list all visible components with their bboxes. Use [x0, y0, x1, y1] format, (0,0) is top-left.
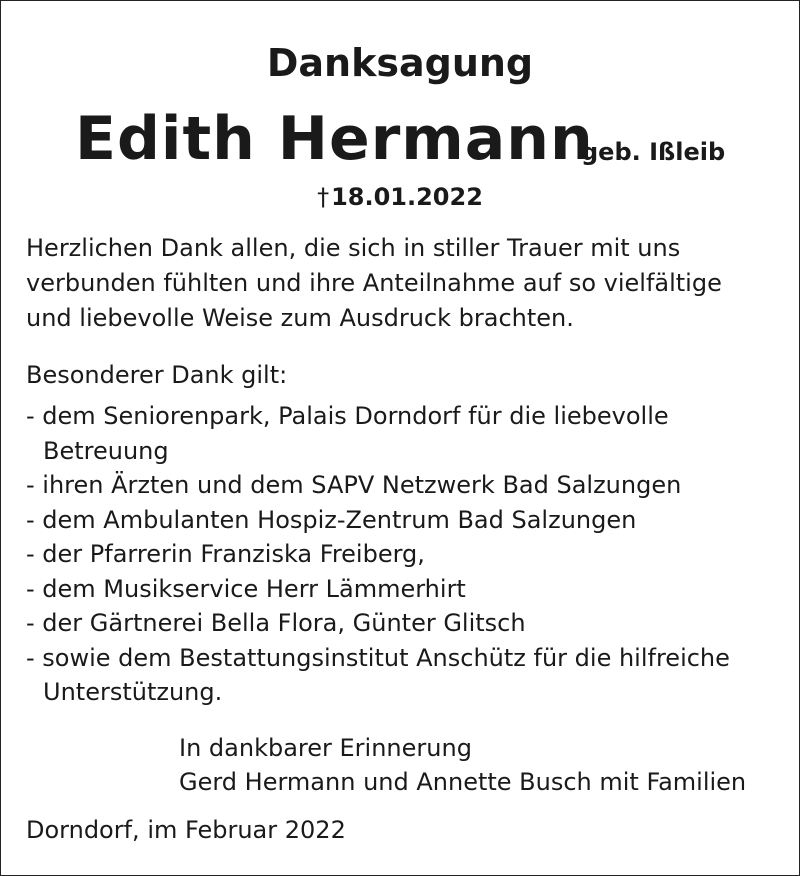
signatories: Gerd Hermann und Annette Busch mit Familien: [179, 768, 747, 796]
list-item: - der Gärtnerei Bella Flora, Günter Glitsch: [26, 609, 526, 637]
death-date: 18.01.2022: [331, 183, 483, 211]
thanks-list: [26, 399, 730, 710]
intro-line: verbunden fühlten und ihre Anteilnahme auf so vielfältige: [26, 269, 722, 297]
place-date: Dorndorf, im Februar 2022: [26, 816, 346, 844]
intro-line: und liebevolle Weise zum Ausdruck brachten.: [26, 304, 574, 332]
list-item: - dem Seniorenpark, Palais Dorndorf für die liebevolle: [26, 402, 669, 430]
special-thanks-label: Besonderer Dank gilt:: [26, 361, 288, 389]
list-item: - ihren Ärzten und dem SAPV Netzwerk Bad Salzungen: [26, 471, 682, 499]
cross-icon: †: [317, 183, 330, 211]
list-item-continuation: Betreuung: [43, 436, 169, 465]
closing-signature: [179, 731, 746, 799]
closing-line: In dankbarer Erinnerung: [179, 734, 472, 762]
list-item: - der Pfarrerin Franziska Freiberg,: [26, 540, 425, 568]
maiden-name: geb. Ißleib: [581, 138, 726, 166]
intro-line: Herzlichen Dank allen, die sich in stiller Trauer mit uns: [26, 234, 681, 262]
deceased-name: Edith Hermann: [75, 104, 594, 174]
list-item: - sowie dem Bestattungsinstitut Anschütz für die hilfreiche: [26, 643, 730, 672]
list-item-continuation: Unterstützung.: [43, 678, 223, 706]
list-item: - dem Musikservice Herr Lämmerhirt: [26, 574, 466, 603]
notice-heading: Danksagung: [266, 41, 534, 85]
list-item: - dem Ambulanten Hospiz-Zentrum Bad Salzungen: [26, 505, 637, 534]
death-date-line: [1, 183, 799, 211]
intro-paragraph: [26, 231, 722, 336]
